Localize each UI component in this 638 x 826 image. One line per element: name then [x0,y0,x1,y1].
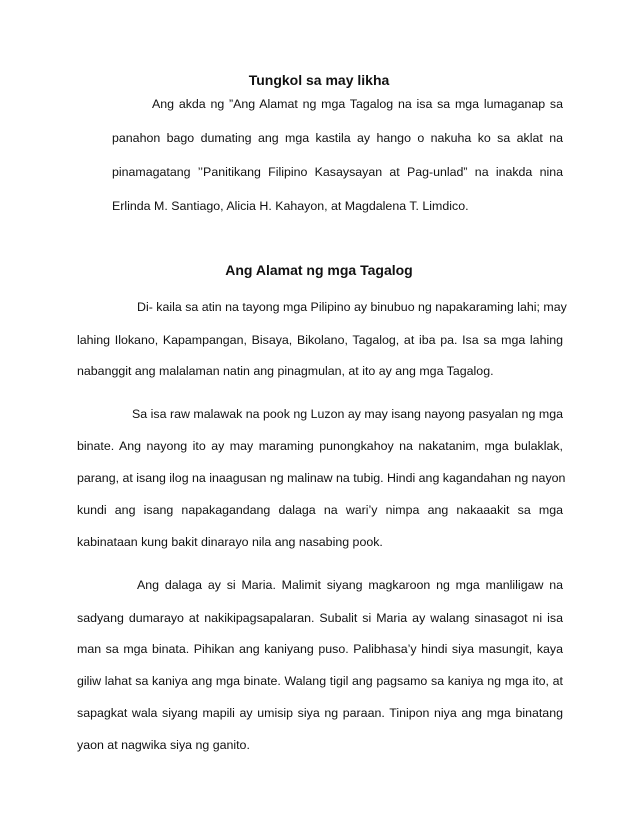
paragraph-3-line-5: sapagkat wala siyang mapili ay umisip siya ng paraan. Tinipon niya ang mga binatang [77,706,563,720]
paragraph-2-line-4: kundi ang isang napakagandang dalaga na wari’y nimpa ang nakaaakit sa mga [77,503,563,517]
paragraph-1-line-3: nabanggit ang malalaman natin ang pinagmulan, at ito ay ang mga Tagalog. [77,364,494,378]
paragraph-3-line-6: yaon at nagwika siya ng ganito. [77,738,250,752]
paragraph-3-line-3: man sa mga binata. Pihikan ang kaniyang puso. Palibhasa’y hindi siya masungit, kaya [77,642,563,656]
paragraph-1-line-2: lahing Ilokano, Kapampangan, Bisaya, Bikolano, Tagalog, at iba pa. Isa sa mga lahing [77,333,563,347]
about-line-1: Ang akda ng ”Ang Alamat ng mga Tagalog na isa sa mga lumaganap sa [152,97,563,111]
paragraph-2-line-1: Sa isa raw malawak na pook ng Luzon ay may isang nayong pasyalan ng mga [132,407,563,421]
about-author-heading: Tungkol sa may likha [248,72,390,88]
about-line-2: panahon bago dumating ang mga kastila ay hango o nakuha ko sa aklat na [112,131,563,145]
about-line-4: Erlinda M. Santiago, Alicia H. Kahayon, at Magdalena T. Limdico. [112,199,469,213]
paragraph-2-line-2: binate. Ang nayong ito ay may maraming punongkahoy na nakatanim, mga bulaklak, [77,439,563,453]
about-line-3: pinamagatang ’’Panitikang Filipino Kasaysayan at Pag-unlad” na inakda nina [112,165,563,179]
paragraph-2-line-5: kabinataan kung bakit dinarayo nila ang nasabing pook. [77,535,383,549]
paragraph-3-line-2: sadyang dumarayo at nakikipagsapalaran. Subalit si Maria ay walang sinasagot ni isa [77,611,563,625]
paragraph-3-line-1: Ang dalaga ay si Maria. Malimit siyang magkaroon ng mga manliligaw na [137,578,563,592]
story-title-heading: Ang Alamat ng mga Tagalog [225,262,413,278]
paragraph-1-line-1: Di- kaila sa atin na tayong mga Pilipino ay binubuo ng napakaraming lahi; may [137,300,567,314]
paragraph-3-line-4: giliw lahat sa kaniya ang mga binate. Walang tigil ang pagsamo sa kaniya ng mga ito, at [77,674,563,688]
paragraph-2-line-3: parang, at isang ilog na inaagusan ng malinaw na tubig. Hindi ang kagandahan ng nayon [77,471,566,485]
